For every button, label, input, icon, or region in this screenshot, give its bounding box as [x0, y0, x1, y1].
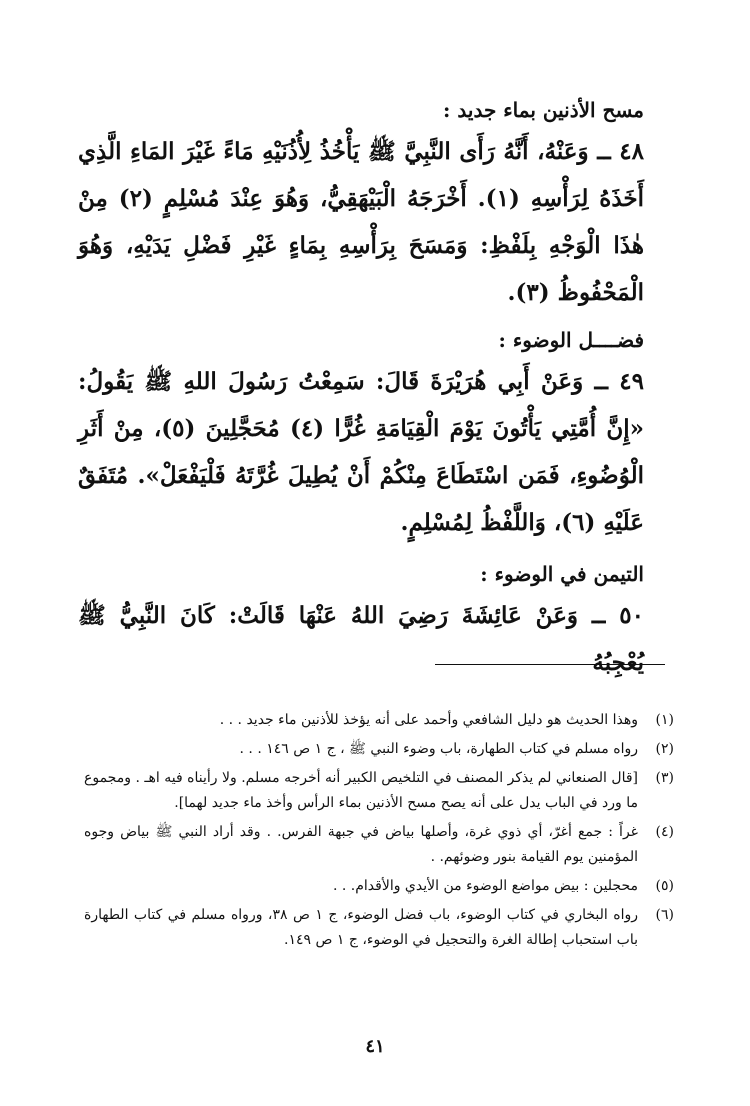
section-heading-ears: مسح الأذنين بماء جديد : — [443, 98, 644, 122]
footnote-text: [قال الصنعاني لم يذكر المصنف في التلخيص الكبير أنه أخرجه مسلم. ولا رأيناه فيه اهـ . ومجموع ما ورد في الباب يدل على أنه يصح مسح الأذنين بماء الرأس وأخذ ماء جديد لهما]. — [84, 770, 638, 811]
footnote-number: (١) — [655, 712, 674, 728]
page-number: ٤١ — [365, 1036, 385, 1057]
footnote-number: (٤) — [655, 824, 674, 840]
footnote-text: محجلين : بيض مواضع الوضوء من الأيدي والأقدام. . . — [333, 878, 638, 894]
footnote — [84, 737, 674, 762]
footnote-text: رواه البخاري في كتاب الوضوء، باب فضل الوضوء، ج ١ ص ٣٨، ورواه مسلم في كتاب الطهارة باب استحباب إطالة الغرة والتحجيل في الوضوء، ج ١ ص ١٤٩. — [84, 907, 639, 948]
footnote — [84, 820, 674, 870]
footnote-number: (٢) — [655, 741, 674, 757]
footnote — [84, 708, 674, 733]
hadith-48: ٤٨ ــ وَعَنْهُ، أَنَّهُ رَأَى النَّبِيَّ ﷺ يَأْخُذُ لِأُذُنَيْهِ مَاءً غَيْرَ المَاءِ الَّذِي أَخَذَهُ لِرَأْسِهِ (١). أَخْرَجَهُ الْبَيْهَقِيُّ، وَهُوَ عِنْدَ مُسْلِمٍ (٢) مِنْ هٰذَا الْوَجْهِ بِلَفْظِ: وَمَسَحَ بِرَأْسِهِ بِمَاءٍ غَيْرِ فَضْلِ يَدَيْهِ، وَهُوَ الْمَحْفُوظُ (٣). — [78, 138, 644, 306]
footnote — [84, 903, 674, 953]
footnote-text: رواه مسلم في كتاب الطهارة، باب وضوء النبي ﷺ ، ج ١ ص ١٤٦ . . . — [239, 741, 638, 757]
footnotes — [84, 708, 674, 957]
hadith-50: ٥٠ ــ وَعَنْ عَائِشَةَ رَضِيَ اللهُ عَنْهَا قَالَتْ: كَانَ النَّبِيُّ ﷺ يُعْجِبُهُ — [78, 602, 644, 676]
footnote-number: (٣) — [655, 770, 674, 786]
main-text — [78, 92, 644, 686]
footnote-separator — [435, 664, 665, 665]
footnote — [84, 766, 674, 816]
footnote — [84, 874, 674, 899]
hadith-49: ٤٩ ــ وَعَنْ أَبِي هُرَيْرَةَ قَالَ: سَمِعْتُ رَسُولَ اللهِ ﷺ يَقُولُ: «إِنَّ أُمَّتِي يَأْتُونَ يَوْمَ الْقِيَامَةِ غُرًّا (٤) مُحَجَّلِينَ (٥)، مِنْ أَثَرِ الْوُضُوءِ، فَمَن اسْتَطَاعَ مِنْكُمْ أَنْ يُطِيلَ غُرَّتَهُ فَلْيَفْعَلْ». مُتَفَقٌ عَلَيْهِ (٦)، وَاللَّفْظُ لِمُسْلِمٍ. — [78, 368, 645, 536]
footnote-text: وهذا الحديث هو دليل الشافعي وأحمد على أنه يؤخذ للأذنين ماء جديد . . . — [219, 712, 638, 728]
section-heading-right-side: التيمن في الوضوء : — [480, 562, 644, 586]
footnote-number: (٦) — [655, 907, 674, 923]
footnote-number: (٥) — [655, 878, 674, 894]
footnote-text: غراً : جمع أغرّ، أي ذوي غرة، وأصلها بياض في جبهة الفرس. . وقد أراد النبي ﷺ بياض وجوه المؤمنين يوم القيامة بنور وضوئهم. . — [84, 824, 638, 865]
section-heading-virtue: فضــــل الوضوء : — [498, 328, 644, 352]
